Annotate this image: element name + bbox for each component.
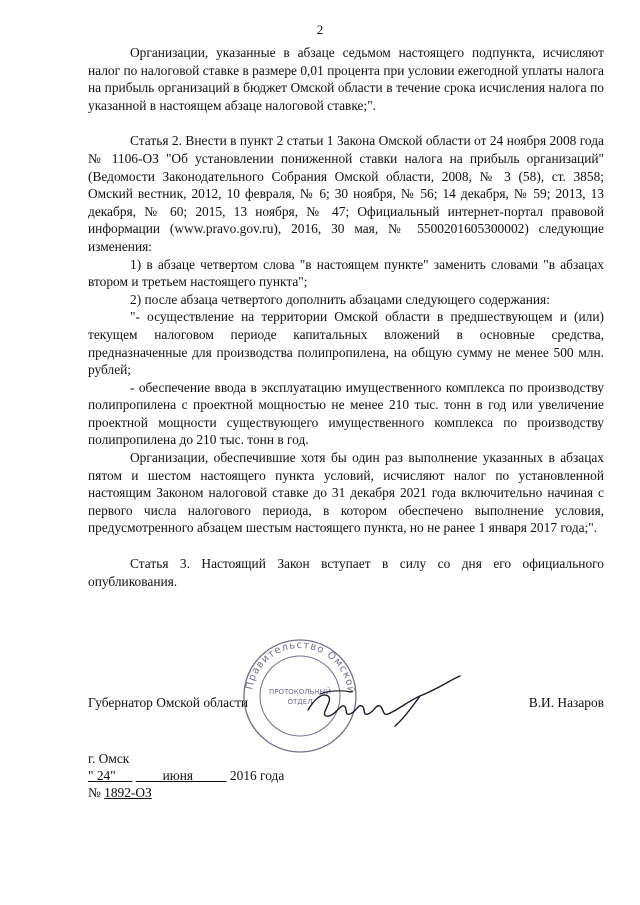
date-month-field: июня <box>162 768 194 783</box>
seal-center-text-1: ПРОТОКОЛЬНЫЙ <box>268 688 332 696</box>
document-number: № 1892-ОЗ <box>88 785 152 800</box>
page-number: 2 <box>316 22 324 37</box>
document-number-value: 1892-ОЗ <box>104 785 152 800</box>
seal-center-text-2: ОТДЕЛ <box>287 698 313 706</box>
paragraph-article-2: Статья 2. Внести в пункт 2 статьи 1 Закона Омской области от 24 ноября 2008 года № 1106-ОЗ "Об установлении пониженной ставки налога на прибыль организаций" (Ведомости Законодательного Собрания Омской области, 2008, № 3 (58), ст. 3858; Омский вестник, 2012, 10 февраля, № 6; 30 ноября, № 56; 14 декабря, № 59; 2013, 13 декабря, № 60; 2015, 13 ноября, № 47; Официальный интернет-портал правовой информации (www.pravo.gov.ru), 2016, 30 мая, № 5500201605300002) следующие изменения: <box>88 133 604 254</box>
city: г. Омск <box>88 751 130 766</box>
paragraph-organizations-rate: Организации, указанные в абзаце седьмом настоящего подпункта, исчисляют налог по налоговой ставке в размере 0,01 процента при условии ежегодной уплаты налога на прибыль организаций в бюджет Омской области в течение срока исчисления налога по указанной в настоящем абзаце налоговой ставке;". <box>88 45 604 113</box>
signatory-position: Губернатор Омской области <box>88 695 249 710</box>
document-footer <box>88 750 284 801</box>
signature-row <box>88 694 604 714</box>
paragraph-tax-rate-term: Организации, обеспечившие хотя бы один раз выполнение указанных в абзацах пятом и шестом настоящего пункта условий, исчисляют налог по установленной настоящим Законом налоговой ставке до 31 декабря 2021 года включительно начиная с первого числа налогового периода, в котором обеспечено выполнение условия, предусмотренного абзацем шестым настоящего пункта, но не ранее 1 января 2017 года;". <box>88 450 604 536</box>
date-year: 2016 года <box>229 768 285 783</box>
date-day-field: " 24" <box>88 768 116 783</box>
document-date <box>88 767 284 784</box>
document-body <box>88 44 604 590</box>
signatory-name: В.И. Назаров <box>528 695 604 710</box>
paragraph-change-1: 1) в абзаце четвертом слова "в настоящем пункте" заменить словами "в абзацах втором и третьем настоящего пункта"; <box>88 256 604 290</box>
paragraph-commissioning: - обеспечение ввода в эксплуатацию имущественного комплекса по производству полипропилена с проектной мощностью не менее 210 тыс. тонн в год или увеличение проектной мощности существующего имущественного комплекса по производству полипропилена до 210 тыс. тонн в год. <box>88 379 604 448</box>
paragraph-capital-investments: "- осуществление на территории Омской области в предшествующем и (или) текущем налоговом периоде капитальных вложений в основные средства, предназначенные для производства полипропилена, на общую сумму не менее 500 млн. рублей; <box>88 309 604 378</box>
paragraph-article-3: Статья 3. Настоящий Закон вступает в силу со дня его официального опубликования. <box>88 556 604 589</box>
paragraph-change-2: 2) после абзаца четвертого дополнить абзацами следующего содержания: <box>130 291 550 307</box>
seal-ring-text: Правительство Омской <box>244 639 357 695</box>
